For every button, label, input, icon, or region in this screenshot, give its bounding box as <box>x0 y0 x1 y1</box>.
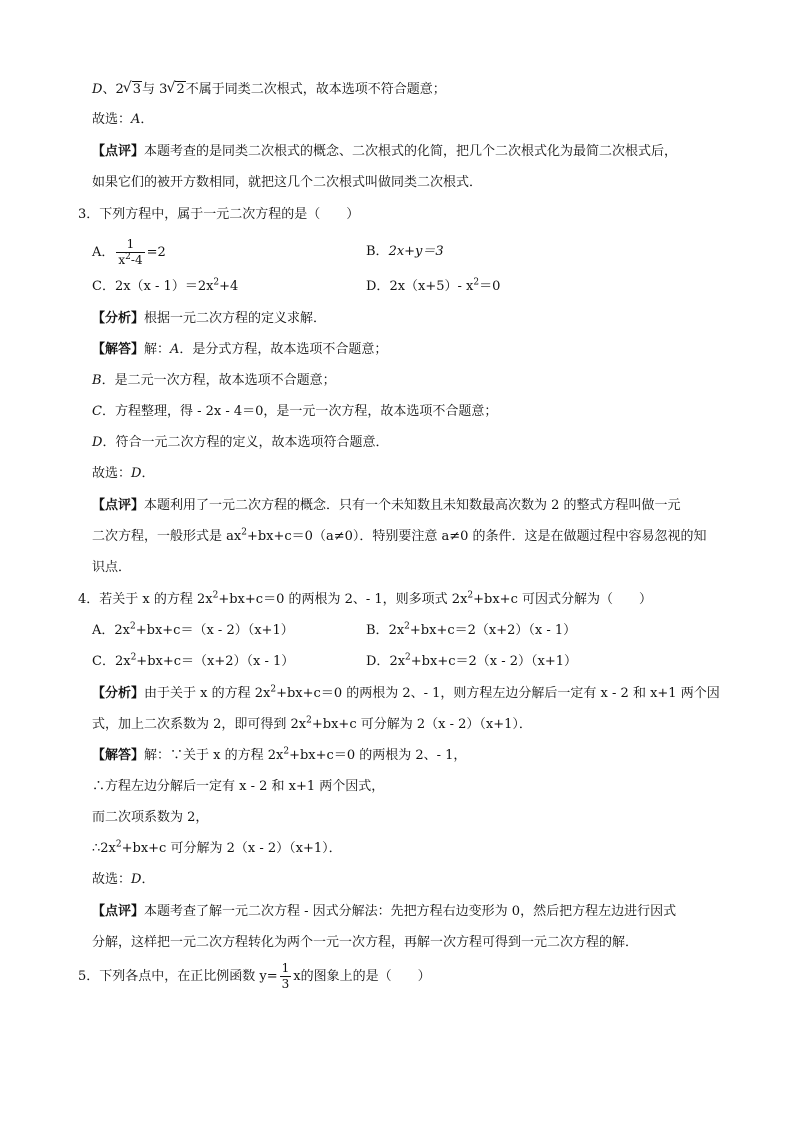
q3-option-d: D．2x（x+5）- $x^2=0$ <box>366 277 501 294</box>
q2-review: 【点评】本题考查的是同类二次根式的概念、二次根式的化简，把几个二次根式化为最简二次根式后， <box>92 144 678 159</box>
q3-option-c: C．$2x(x - 1)=2x^2+4$ <box>92 277 239 294</box>
q5-stem: 5．下列各点中，在正比例函数 y= $\frac{1}{3}$ x的图象上的是（ ） <box>78 961 431 991</box>
q3-review-line2: 二次方程，一般形式是 $ax^2+bx+c=0(a\ne 0)$．特别要注意 a≠0 的条件．这是在做题过程中容易忽视的知 <box>92 527 707 544</box>
q4-option-c: C．$2x^2+bx+c=(x+2)(x - 1)$ <box>92 652 295 669</box>
q3-solution-2: B．是二元一次方程，故本选项不合题意； <box>92 373 336 388</box>
q2-option-d: D、2√ 3与 3√ 2不属于同类二次根式，故本选项不符合题意； <box>92 80 446 100</box>
q3-solution-4: D．符合一元二次方程的定义，故本选项符合题意． <box>92 435 389 450</box>
q3-option-a: A． $\frac{1}{x^2-4}$ =2 <box>92 237 166 267</box>
q3-stem: 3．下列方程中，属于一元二次方程的是（ ） <box>78 207 360 222</box>
q3-review-line3: 识点． <box>92 560 132 575</box>
q3-answer: 故选：D． <box>92 466 155 481</box>
q2-answer: 故选：A． <box>92 112 154 127</box>
q4-solution-4: $\therefore 2x^2+bx+c$ 可分解为 2（x - 2）（x+1）． <box>92 839 342 856</box>
q4-option-b: B．$2x^2+bx+c=2(x+2)(x - 1)$ <box>366 621 577 638</box>
q3-solution-1: 【解答】解：A．是分式方程，故本选项不合题意； <box>92 342 388 357</box>
fraction: $\frac{1}{x^2-4}$ <box>118 237 143 267</box>
q3-solution-3: C．方程整理，得 - 2x - 4＝0，是一元一次方程，故本选项不合题意； <box>92 404 498 419</box>
q3-option-b: B．2x+y＝3 <box>366 244 444 259</box>
q4-answer: 故选：D． <box>92 872 155 887</box>
q4-solution-1: 【解答】解：∵关于 x 的方程 $2x^2+bx+c=0$ 的两根为 2、- 1， <box>92 746 467 763</box>
sqrt-symbol: √ 3 <box>124 80 142 100</box>
q4-stem: 4．若关于 x 的方程 $2x^2+bx+c=0$ 的两根为 2、- 1，则多项式 $2x^2+bx+c$ 可因式分解为（ ） <box>78 590 652 607</box>
q3-review: 【点评】本题利用了一元二次方程的概念．只有一个未知数且未知数最高次数为 2 的整式方程叫做一元 <box>92 498 681 513</box>
q4-solution-3: 而二次项系数为 2， <box>92 810 209 825</box>
q3-analysis: 【分析】根据一元二次方程的定义求解． <box>92 311 327 326</box>
q4-review: 【点评】本题考查了解一元二次方程 - 因式分解法：先把方程右边变形为 0，然后把方程左边进行因式 <box>92 904 677 919</box>
fraction: $\frac{1}{3}$ <box>281 961 290 991</box>
q4-solution-2: ∴方程左边分解后一定有 x - 2 和 x+1 两个因式， <box>92 779 385 794</box>
q4-option-d: D．$2x^2+bx+c=2(x - 2)(x+1)$ <box>366 652 578 669</box>
q4-option-a: A．$2x^2+bx+c=(x - 2)(x+1)$ <box>92 621 294 638</box>
sqrt-symbol: √ 2 <box>167 80 185 100</box>
q4-analysis-line2: 式，加上二次系数为 2，即可得到 $2x^2+bx+c$ 可分解为 2（x - 2）（x+1）． <box>92 715 532 732</box>
q4-review-line2: 分解，这样把一元二次方程转化为两个一元一次方程，再解一次方程可得到一元二次方程的解． <box>92 935 639 950</box>
q4-analysis: 【分析】由于关于 x 的方程 $2x^2+bx+c=0$ 的两根为 2、- 1，则方程左边分解后一定有 x - 2 和 x+1 两个因 <box>92 684 720 701</box>
q2-review-line2: 如果它们的被开方数相同，就把这几个二次根式叫做同类二次根式． <box>92 175 483 190</box>
